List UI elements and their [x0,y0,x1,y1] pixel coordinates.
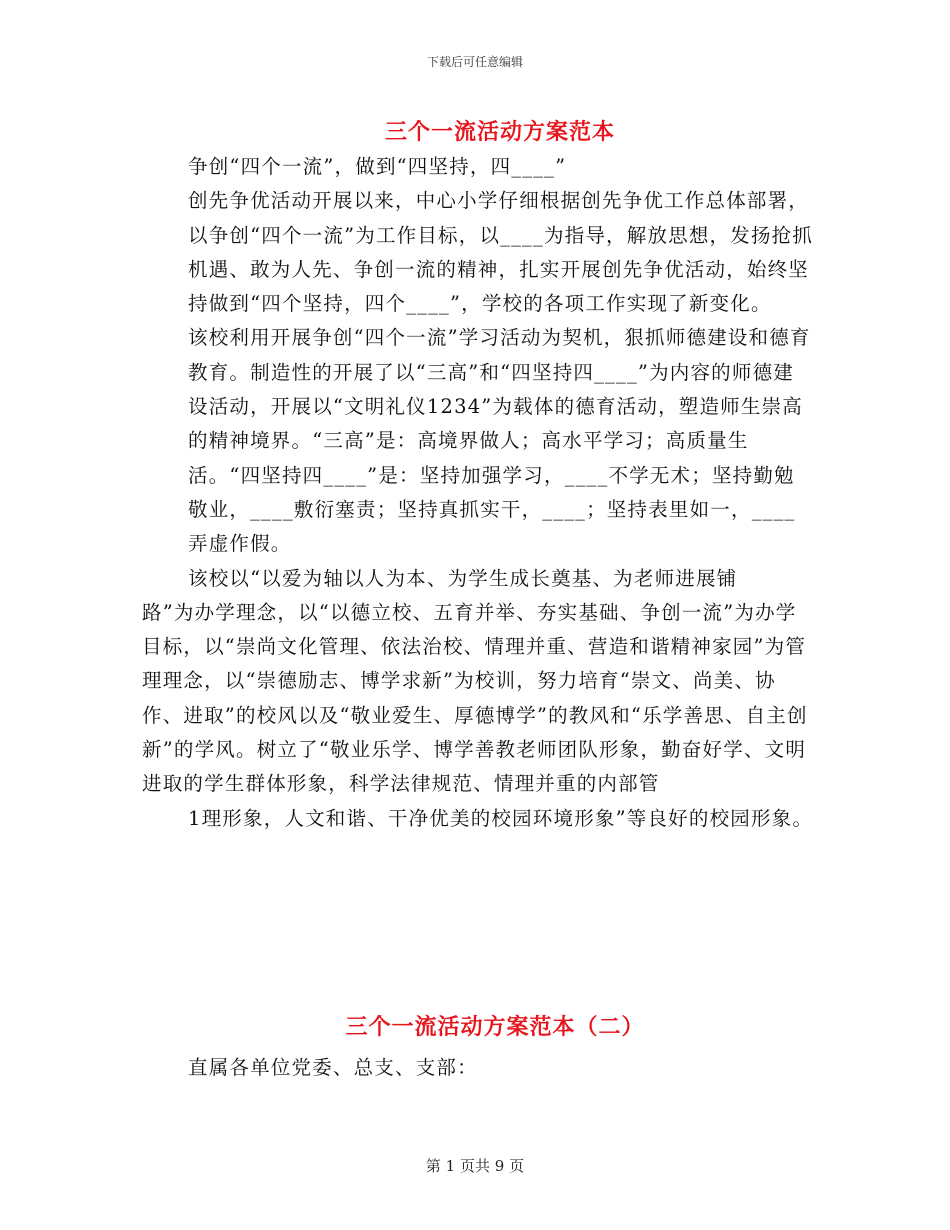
paragraph-subtitle: 争创“四个一流”，做到“四坚持，四____” [188,155,567,178]
paragraph: 创先争优活动开展以来，中心小学仔细根据创先争优工作总体部署，以争创“四个一流”为工作目标，以____为指导，解放思想，发扬抢抓机遇、敢为人先、争创一流的精神，扎实开展创先争优活动，始终坚持做到“四个坚持，四个____”，学校的各项工作实现了新变化。 [188,189,814,316]
document-title: 三个一流活动方案范本 [384,119,615,145]
paragraph: 该校利用开展争创“四个一流”学习活动为契机，狠抓师德建设和德育教育。制造性的开展了以“三高”和“四坚持四____”为内容的师德建设活动，开展以“文明礼仪1234”为载体的德育活动，塑造师生崇高的精神境界。“三高”是：高境界做人；高水平学习；高质量生活。“四坚持四____”是：坚持加强学习，____不学无术；坚持勤勉敬业，____敷衍塞责；坚持真抓实干，____；坚持表里如一，____弄虚作假。 [188,326,811,556]
paragraph: 该校以“以爱为轴以人为本、为学生成长奠基、为老师进展铺 [188,566,738,590]
paragraph: 1理形象，人文和谐、干净优美的校园环境形象”等良好的校园形象。 [188,806,814,830]
section-title: 三个一流活动方案范本（二） [345,1014,645,1040]
section-body [142,1051,814,1085]
page-footer: 第 1 页共 9 页 [425,1157,525,1175]
paragraph: 直属各单位党委、总支、支部： [188,1056,478,1079]
document-body [142,150,814,836]
page-header-note: 下载后可任意编辑 [426,55,523,69]
paragraph: 路”为办学理念，以“以德立校、五育并举、夯实基础、争创一流”为办学目标，以“崇尚文化管理、依法治校、情理并重、营造和谐精神家园”为管理理念，以“崇德励志、博学求新”为校训，努力培育“崇文、尚美、协作、进取”的校风以及“敬业爱生、厚德博学”的教风和“乐学善思、自主创新”的学风。树立了“敬业乐学、博学善教老师团队形象，勤奋好学、文明进取的学生群体形象，科学法律规范、情理并重的内部管 [142,600,808,796]
